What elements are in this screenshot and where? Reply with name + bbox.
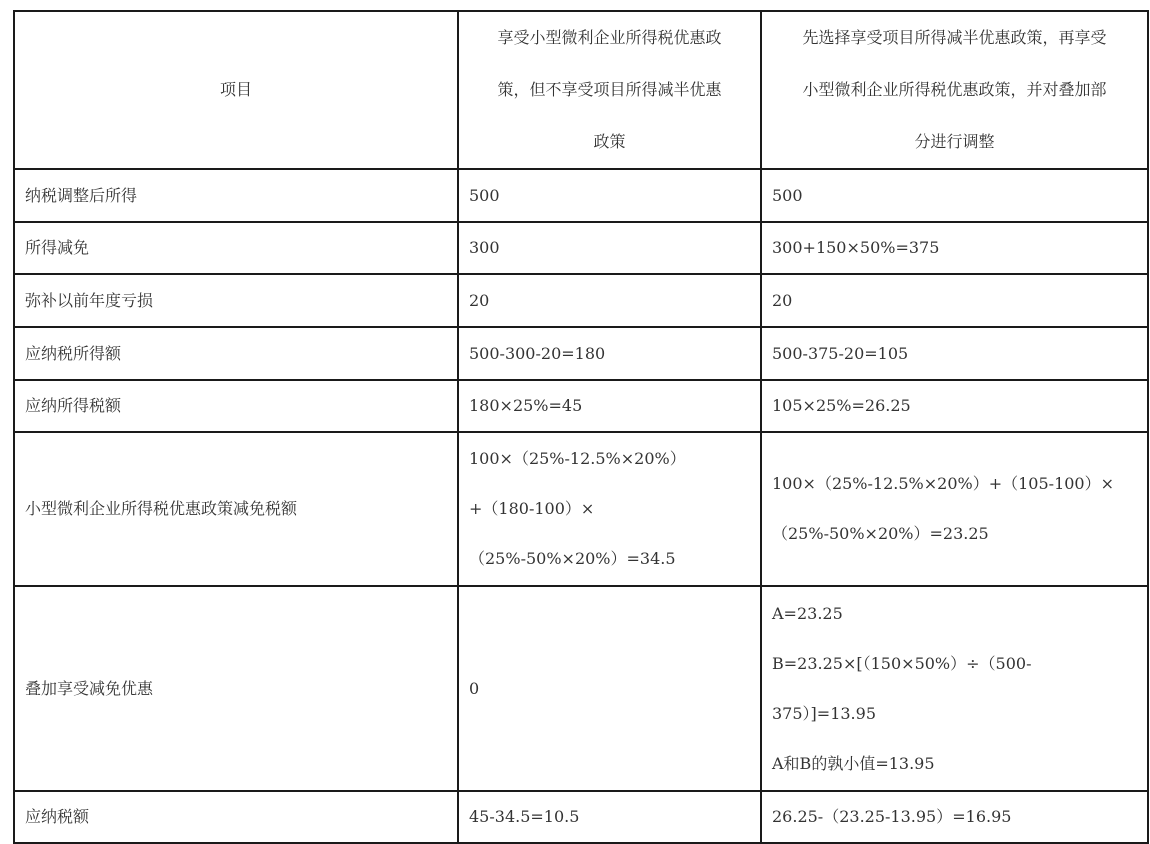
cell-policy-b: 105×25%=26.25 bbox=[761, 380, 1148, 432]
table-row bbox=[14, 791, 1148, 843]
table-row bbox=[14, 169, 1148, 222]
cell-policy-a: 500 bbox=[458, 169, 761, 222]
cell-policy-b: 300+150×50%=375 bbox=[761, 222, 1148, 274]
header-policy-a-line: 政策 bbox=[593, 132, 626, 151]
cell-line: A=23.25 bbox=[772, 603, 843, 623]
tax-comparison-table bbox=[13, 10, 1149, 844]
cell-policy-a: 300 bbox=[458, 222, 761, 274]
cell-line: 100×（25%-12.5%×20%）+（105-100）× bbox=[772, 474, 1115, 493]
header-policy-a bbox=[458, 11, 761, 169]
row-label: 叠加享受减免优惠 bbox=[14, 586, 458, 791]
header-policy-a-line: 策，但不享受项目所得减半优惠 bbox=[497, 80, 722, 99]
cell-policy-a: 500-300-20=180 bbox=[458, 327, 761, 380]
cell-policy-b: 20 bbox=[761, 274, 1148, 327]
row-label: 弥补以前年度亏损 bbox=[14, 274, 458, 327]
table-row bbox=[14, 586, 1148, 791]
table-row bbox=[14, 380, 1148, 432]
table-row bbox=[14, 432, 1148, 586]
cell-policy-a bbox=[458, 432, 761, 586]
row-label: 应纳税额 bbox=[14, 791, 458, 843]
row-label: 应纳所得税额 bbox=[14, 380, 458, 432]
cell-line: （25%-50%×20%）=34.5 bbox=[469, 549, 676, 568]
cell-policy-a: 0 bbox=[458, 586, 761, 791]
cell-policy-b bbox=[761, 432, 1148, 586]
cell-policy-a: 45-34.5=10.5 bbox=[458, 791, 761, 843]
row-label: 纳税调整后所得 bbox=[14, 169, 458, 222]
cell-line: 375）]=13.95 bbox=[772, 703, 876, 723]
cell-policy-b: 500-375-20=105 bbox=[761, 327, 1148, 380]
header-policy-a-line: 享受小型微利企业所得税优惠政 bbox=[497, 28, 722, 47]
cell-line: +（180-100）× bbox=[469, 499, 595, 518]
row-label: 小型微利企业所得税优惠政策减免税额 bbox=[14, 432, 458, 586]
cell-policy-b bbox=[761, 586, 1148, 791]
cell-line: 100×（25%-12.5%×20%） bbox=[469, 449, 686, 468]
header-policy-b-line: 先选择享受项目所得减半优惠政策，再享受 bbox=[802, 28, 1107, 47]
cell-policy-b: 500 bbox=[761, 169, 1148, 222]
cell-line: （25%-50%×20%）=23.25 bbox=[772, 524, 989, 543]
cell-line: A和B的孰小值=13.95 bbox=[772, 753, 935, 773]
header-policy-b-line: 小型微利企业所得税优惠政策，并对叠加部 bbox=[802, 80, 1107, 99]
cell-policy-a: 20 bbox=[458, 274, 761, 327]
cell-policy-b: 26.25-（23.25-13.95）=16.95 bbox=[761, 791, 1148, 843]
header-policy-b bbox=[761, 11, 1148, 169]
table-header-row bbox=[14, 11, 1148, 169]
cell-line: B=23.25×[（150×50%）÷（500- bbox=[772, 653, 1032, 673]
table-row bbox=[14, 222, 1148, 274]
table-row bbox=[14, 327, 1148, 380]
header-policy-b-line: 分进行调整 bbox=[914, 132, 995, 151]
row-label: 应纳税所得额 bbox=[14, 327, 458, 380]
cell-policy-a: 180×25%=45 bbox=[458, 380, 761, 432]
row-label: 所得减免 bbox=[14, 222, 458, 274]
header-item: 项目 bbox=[14, 11, 458, 169]
table-row bbox=[14, 274, 1148, 327]
